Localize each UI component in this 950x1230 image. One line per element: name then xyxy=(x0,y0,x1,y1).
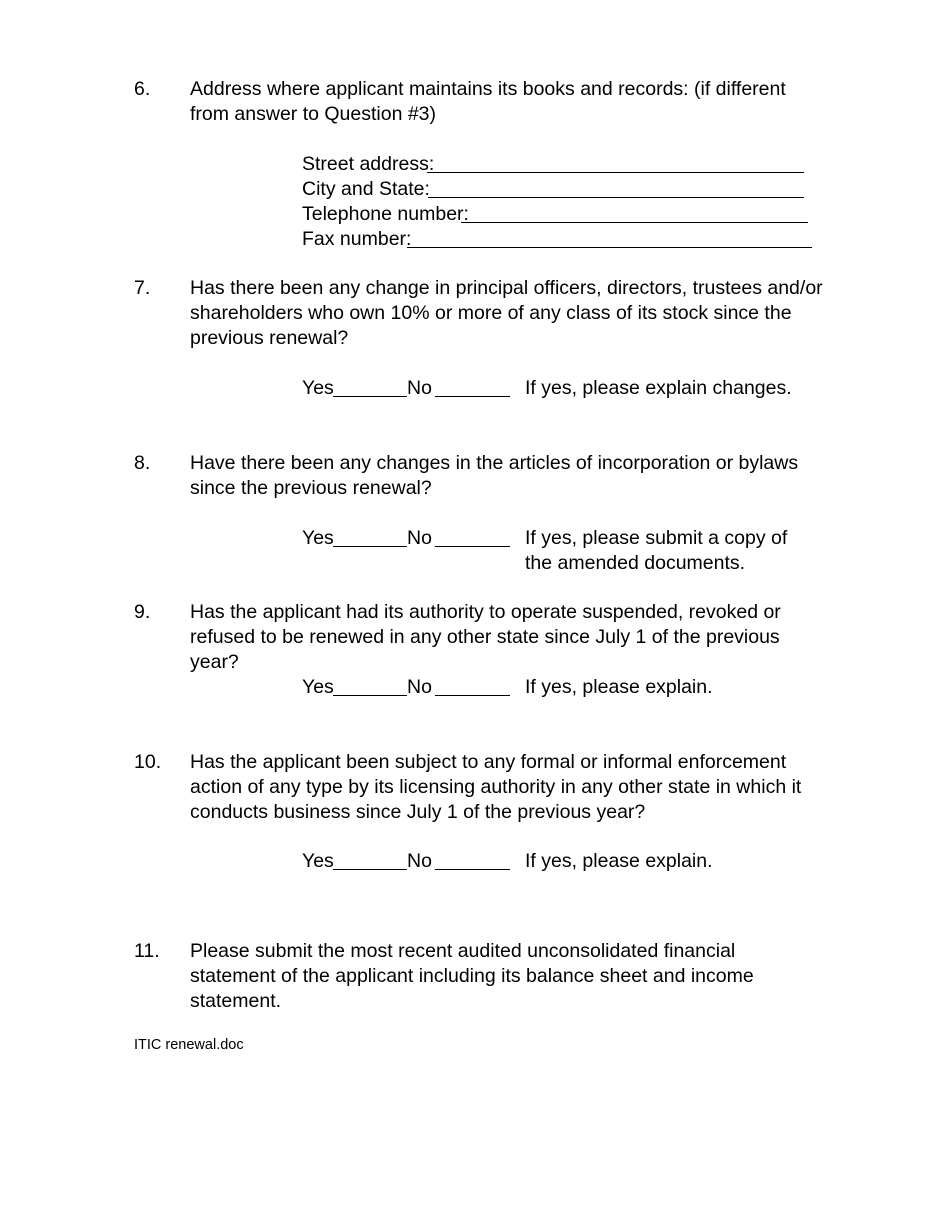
question-6 xyxy=(134,77,824,127)
yes-blank[interactable] xyxy=(333,869,407,870)
yes-blank[interactable] xyxy=(333,396,407,397)
yes-label: Yes xyxy=(302,676,334,698)
city-state-input-line[interactable] xyxy=(428,197,804,198)
explain-note: If yes, please submit a copy of the amended documents. xyxy=(525,527,788,574)
telephone-input-line[interactable] xyxy=(461,222,808,223)
no-label: No xyxy=(407,850,432,872)
question-text: Has there been any change in principal officers, directors, trustees and/or shareholders who own 10% or more of any class of its stock since the previous renewal? xyxy=(190,277,823,349)
question-11 xyxy=(134,939,824,1014)
question-text: Has the applicant been subject to any formal or informal enforcement action of any type by its licensing authority in any other state in which it conducts business since July 1 of the previous year? xyxy=(190,751,802,823)
no-blank[interactable] xyxy=(435,869,510,870)
question-number: 6. xyxy=(134,78,151,100)
question-number: 9. xyxy=(134,601,151,623)
yes-label: Yes xyxy=(302,377,334,399)
explain-note: If yes, please explain. xyxy=(525,676,713,698)
yes-blank[interactable] xyxy=(333,695,407,696)
question-number: 7. xyxy=(134,277,151,299)
street-address-label: Street address: xyxy=(302,153,435,175)
fax-field xyxy=(302,227,411,252)
yes-label: Yes xyxy=(302,527,334,549)
no-label: No xyxy=(407,676,432,698)
question-number: 8. xyxy=(134,452,151,474)
fax-label: Fax number: xyxy=(302,228,412,250)
fax-input-line[interactable] xyxy=(407,247,812,248)
telephone-label: Telephone number: xyxy=(302,203,469,225)
no-label: No xyxy=(407,527,432,549)
question-text: Address where applicant maintains its books and records: (if different from answer to Question #3) xyxy=(190,78,786,125)
question-number: 10. xyxy=(134,751,162,773)
question-text: Please submit the most recent audited unconsolidated financial statement of the applicant including its balance sheet and income statement. xyxy=(190,940,754,1012)
city-state-field xyxy=(302,177,430,202)
no-blank[interactable] xyxy=(435,396,510,397)
yes-blank[interactable] xyxy=(333,546,407,547)
telephone-field xyxy=(302,202,469,227)
no-label: No xyxy=(407,377,432,399)
question-10 xyxy=(134,750,824,825)
street-address-input-line[interactable] xyxy=(427,172,804,173)
explain-note: If yes, please explain changes. xyxy=(525,377,792,399)
question-7 xyxy=(134,276,824,351)
explain-note: If yes, please explain. xyxy=(525,850,713,872)
city-state-label: City and State: xyxy=(302,178,430,200)
question-text: Have there been any changes in the articles of incorporation or bylaws since the previous renewal? xyxy=(190,452,799,499)
question-8 xyxy=(134,451,824,501)
no-blank[interactable] xyxy=(435,546,510,547)
no-blank[interactable] xyxy=(435,695,510,696)
street-address-field xyxy=(302,152,434,177)
footer-filename: ITIC renewal.doc xyxy=(134,1037,244,1053)
question-text: Has the applicant had its authority to operate suspended, revoked or refused to be renewed in any other state since July 1 of the previous year? xyxy=(190,601,781,673)
yes-label: Yes xyxy=(302,850,334,872)
question-9 xyxy=(134,600,824,675)
question-number: 11. xyxy=(134,940,160,962)
